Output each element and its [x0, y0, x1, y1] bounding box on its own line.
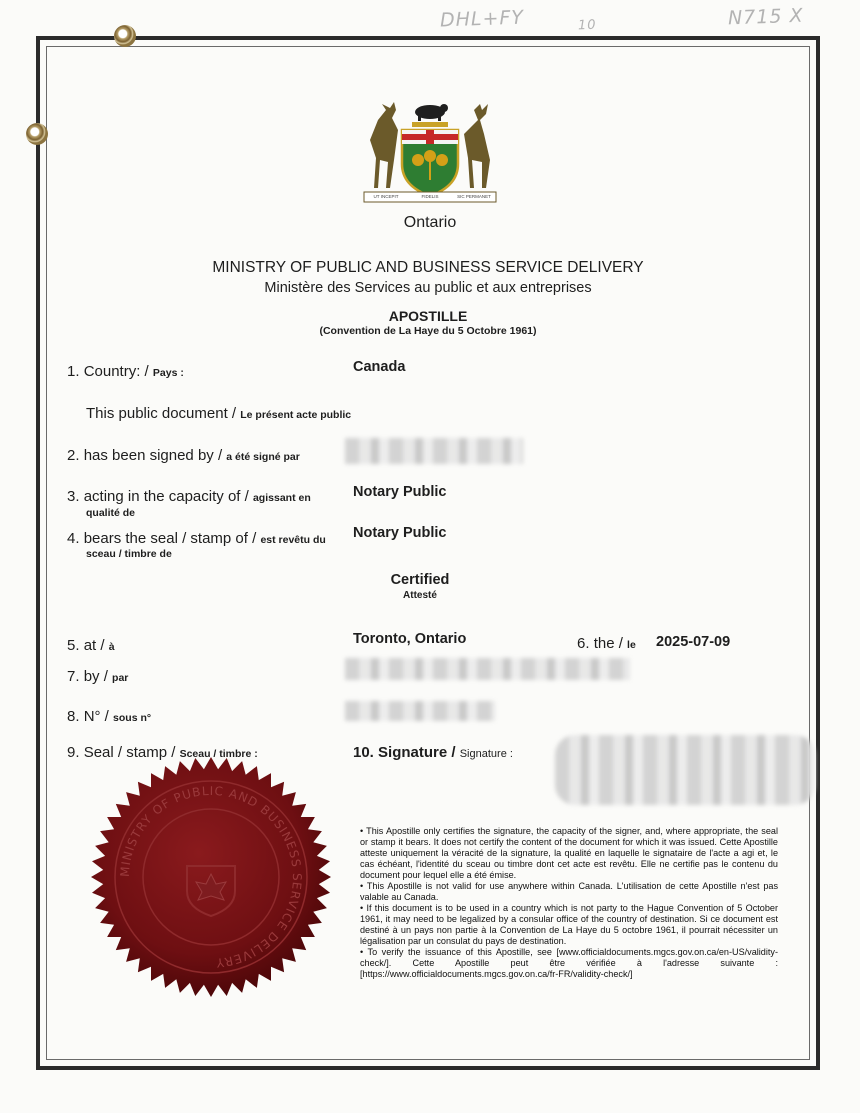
embossed-red-seal	[90, 756, 332, 998]
label-english: bears the seal / stamp of /	[83, 530, 257, 547]
label-french: Pays :	[152, 367, 184, 379]
label-english: Signature /	[378, 744, 456, 761]
field-number: 9.	[67, 744, 80, 761]
field-capacity-label-french-continued: qualité de	[86, 507, 136, 519]
signature-redacted	[555, 735, 815, 805]
field-capacity-value: Notary Public	[353, 484, 447, 500]
certified-heading: Certified	[390, 572, 450, 588]
field-number: 1.	[67, 363, 80, 380]
field-date-value: 2025-07-09	[656, 634, 731, 650]
label-english: Seal / stamp /	[83, 744, 176, 761]
label-english: the /	[593, 635, 623, 652]
field-at-label	[67, 637, 115, 654]
field-number: 7.	[67, 668, 80, 685]
seal-icon	[90, 756, 332, 998]
crest-caption: Ontario	[403, 214, 457, 231]
document-title: APOSTILLE	[388, 308, 468, 324]
note-item: • If this document is to be used in a country which is not party to the Hague Convention of 5 October 1961, it may need to be legalized by a consular office of the country of destination. Si ce document est destiné à un pays non partie à la Convention de La Haye du 5 octobre 1961, il pourrait nécessiter un légalisation par un consulat du pays de destination.	[360, 903, 778, 946]
seal-ring-text: MINISTRY OF PUBLIC AND BUSINESS SERVICE DELIVERY	[117, 783, 305, 970]
note-item: • To verify the issuance of this Apostille, see [www.officialdocuments.mgcs.gov.on.ca/en-US/validity-check/]. Cette Apostille peut être vérifiée à l'adresse suivante : [https://www.officialdocuments.mgcs.gov.on.ca/fr-FR/validity-check/]	[360, 947, 778, 979]
handwritten-note-tracking: DHL+FY	[439, 6, 525, 32]
label-english: This public document /	[86, 405, 237, 422]
label-french: sous n°	[113, 712, 152, 724]
signer-name-redacted	[345, 438, 523, 464]
apostille-number-redacted	[345, 701, 495, 721]
label-french: Signature :	[459, 748, 513, 760]
ministry-name-english: MINISTRY OF PUBLIC AND BUSINESS SERVICE DELIVERY	[212, 259, 644, 276]
motto-center: FIDELIS	[421, 194, 439, 199]
field-number: 10.	[353, 744, 374, 761]
field-country-value: Canada	[353, 359, 406, 375]
field-public-document-label	[86, 405, 351, 422]
label-french: Le présent acte public	[240, 409, 352, 421]
field-number: 6.	[577, 635, 590, 652]
field-number-label	[67, 708, 151, 725]
label-english: acting in the capacity of /	[83, 488, 249, 505]
field-signature-label	[353, 744, 513, 761]
note-item: • This Apostille is not valid for use anywhere within Canada. L'utilisation de cette Apostille n'est pas valable au Canada.	[360, 881, 778, 902]
field-number: 8.	[67, 708, 80, 725]
label-english: Country: /	[83, 363, 149, 380]
field-number: 4.	[67, 530, 80, 547]
grommet-left	[26, 123, 48, 145]
field-at-value: Toronto, Ontario	[353, 631, 467, 647]
handwritten-note-number: 10	[577, 17, 597, 34]
field-number: 2.	[67, 447, 80, 464]
field-capacity-label	[67, 488, 311, 505]
ministry-name-french: Ministère des Services au public et aux entreprises	[264, 280, 592, 296]
ontario-coat-of-arms	[360, 100, 500, 210]
motto-right: SIC PERMANET	[457, 194, 491, 199]
apostille-notes	[360, 826, 778, 980]
field-seal-of-label	[67, 530, 326, 547]
issuer-name-redacted	[345, 658, 630, 680]
label-french: agissant en	[252, 492, 311, 504]
label-english: N° /	[83, 708, 109, 725]
field-number: 5.	[67, 637, 80, 654]
label-french: Sceau / timbre :	[179, 748, 258, 760]
convention-reference: (Convention de La Haye du 5 Octobre 1961)	[319, 325, 537, 337]
motto-left: UT INCEPIT	[373, 194, 399, 199]
label-english: at /	[83, 637, 105, 654]
field-by-label	[67, 668, 128, 685]
label-french: le	[627, 639, 636, 651]
label-french: a été signé par	[226, 451, 300, 463]
field-seal-of-value: Notary Public	[353, 525, 447, 541]
label-french: à	[108, 641, 115, 653]
note-item: • This Apostille only certifies the signature, the capacity of the signer, and, where appropriate, the seal or stamp it bears. It does not certify the content of the document for which it was issued. Cette Apostille atteste uniquement la véracité de la signature, la qualité en laquelle le signataire de l'acte a agi et, le cas échéant, l'identité du sceau ou timbre dont cet acte est revêtu. Elle ne certifie pas le contenu du document pour lequel elle a été émise.	[360, 826, 778, 880]
field-signed-by-label	[67, 447, 300, 464]
label-french: est revêtu du	[260, 534, 326, 546]
certified-heading-french: Attesté	[403, 590, 437, 601]
grommet-top	[114, 25, 136, 47]
label-english: has been signed by /	[83, 447, 223, 464]
label-french: par	[112, 672, 129, 684]
field-seal-of-label-french-continued: sceau / timbre de	[86, 548, 172, 560]
label-english: by /	[83, 668, 108, 685]
handwritten-note-reference: N715 X	[727, 4, 804, 30]
field-date-label	[577, 635, 636, 652]
field-number: 3.	[67, 488, 80, 505]
field-country-label	[67, 363, 184, 380]
